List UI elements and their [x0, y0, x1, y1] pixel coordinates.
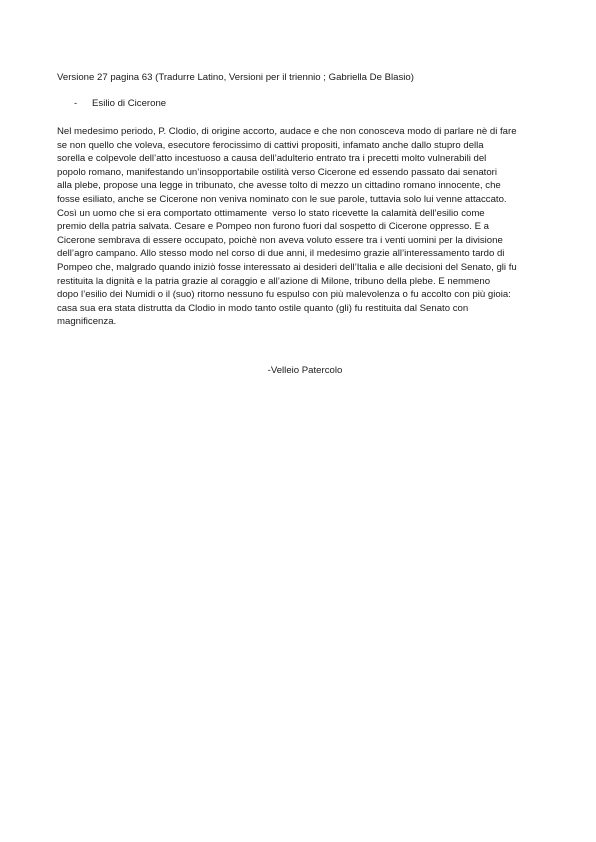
author-signature: -Velleio Patercolo	[267, 365, 343, 376]
signature-line	[0, 364, 596, 377]
body-line: dopo l’esilio dei Numidi o il (suo) ritorno nessuno fu espulso con più malevolenza o fu accolto con più gioia:	[57, 289, 511, 301]
body-line: Cicerone sembrava di essere occupato, poichè non aveva voluto essere tra i venti uomini per la divisione	[57, 234, 503, 246]
list-bullet: -	[74, 98, 78, 109]
document-header: Versione 27 pagina 63 (Tradurre Latino, Versioni per il triennio ; Gabriella De Blasio)	[57, 72, 414, 83]
body-line: Nel medesimo periodo, P. Clodio, di origine accorto, audace e che non conosceva modo di parlare nè di fare	[57, 126, 517, 137]
body-line: sorella e colpevole dell’atto incestuoso a causa dell’adulterio entrato tra i precetti molto vulnerabili del	[57, 153, 487, 165]
body-line: fosse esiliato, anche se Cicerone non veniva nominato con le sue parole, tuttavia solo lui venne attaccato.	[57, 193, 507, 205]
body-line: se non quello che voleva, esecutore ferocissimo di cattivi propositi, infamato anche dallo stupro della	[57, 139, 484, 151]
list-item-section-title	[74, 97, 534, 110]
body-line: Pompeo che, malgrado quando iniziò fosse interessato ai desideri dell’Italia e alle decisioni del Senato, gli fu	[57, 261, 517, 273]
body-line: casa sua era stata distrutta da Clodio in modo tanto ostile quanto (gli) fu restituita dal Senato con	[57, 302, 469, 314]
body-line: magnificenza.	[57, 316, 117, 328]
section-title: Esilio di Cicerone	[92, 98, 167, 109]
body-line: alla plebe, propose una legge in tribunato, che avesse tolto di mezzo un cittadino romano innocente, che	[57, 180, 501, 192]
body-line: restituita la dignità e la patria grazie al coraggio e all’azione di Milone, tribuno della plebe. E nemmeno	[57, 275, 491, 287]
body-paragraph	[57, 125, 547, 329]
body-line: Così un uomo che si era comportato ottimamente verso lo stato ricevette la calamità dell’esilio come	[57, 207, 485, 219]
body-line: popolo romano, manifestando un’insopportabile ostilità verso Cicerone ed essendo passato dai senatori	[57, 166, 497, 178]
body-line: premio della patria salvata. Cesare e Pompeo non furono fuori dal sospetto di Cicerone oppresso. E a	[57, 221, 489, 233]
body-line: dell’agro campano. Allo stesso modo nel corso di due anni, il medesimo grazie all’interessamento tardo di	[57, 248, 505, 260]
